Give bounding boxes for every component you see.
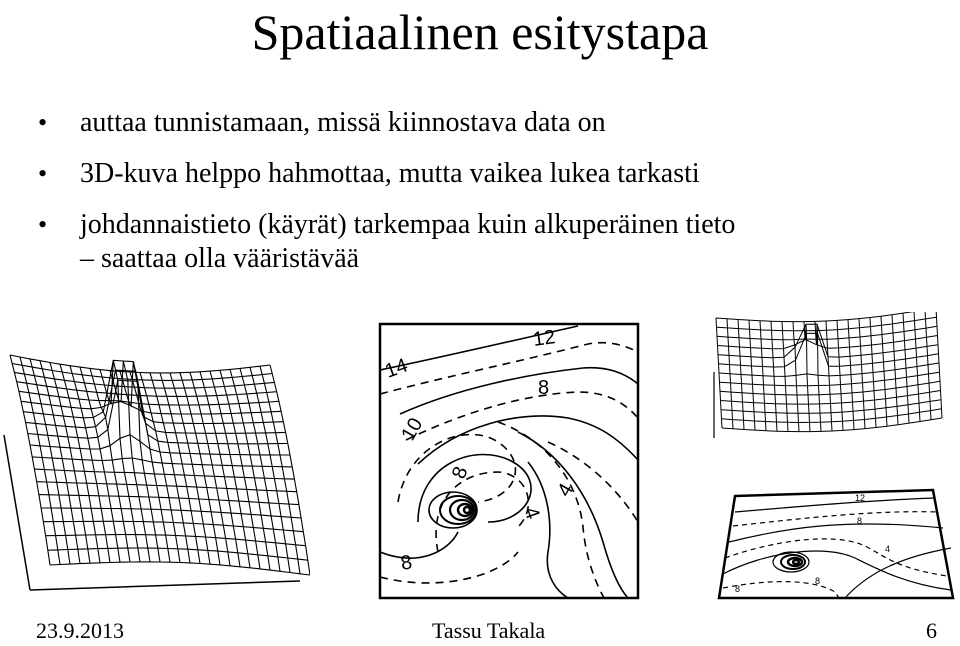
bullet-icon: • [38, 210, 48, 239]
mesh-line [20, 357, 60, 565]
contour-label: 8 [448, 463, 473, 482]
contour-label: 8 [735, 584, 741, 594]
contour-map-perspective-figure [715, 488, 955, 602]
mesh-line [70, 366, 110, 563]
mesh-line [793, 322, 799, 432]
slide-title: Spatiaalinen esitystapa [251, 4, 709, 60]
surface-3d-figure-left [0, 345, 310, 595]
bullet-text: auttaa tunnistamaan, missä kiinnostava data on [80, 107, 606, 138]
mesh-line [30, 359, 70, 564]
mesh-line [110, 361, 150, 562]
mesh-line [804, 322, 810, 432]
bullet-list [36, 106, 946, 293]
contour-label: 8 [399, 551, 414, 575]
bullet-text: johdannaistieto (käyrät) tarkempaa kuin alkuperäinen tieto [80, 209, 736, 240]
bullet-item [36, 157, 946, 191]
contour-label: 12 [531, 326, 557, 351]
contour-label: 14 [382, 354, 411, 383]
contour-label: 8 [857, 516, 863, 526]
mesh-line [936, 312, 942, 418]
bullet-icon: • [38, 108, 48, 137]
mesh-line [10, 355, 50, 565]
mesh-line [815, 321, 821, 431]
bullet-item [36, 208, 946, 276]
contour-label: 4 [885, 544, 891, 554]
contour-label: 4 [519, 504, 544, 523]
bullet-text: 3D-kuva helppo hahmottaa, mutta vaikea lukea tarkasti [80, 158, 700, 189]
mesh-line [50, 363, 90, 564]
contour-label: 10 [397, 414, 428, 445]
mesh-line [100, 360, 140, 562]
footer-author: Tassu Takala [432, 618, 546, 643]
contour-label: 12 [855, 493, 866, 503]
contour-label: 8 [538, 377, 550, 399]
footer-page-number: 6 [926, 618, 937, 643]
contour-label: 8 [815, 576, 821, 586]
bullet-continuation: – saattaa olla vääristävää [80, 243, 360, 274]
contour-map-figure [378, 322, 640, 600]
bullet-icon: • [38, 159, 48, 188]
mesh-line [60, 364, 100, 563]
mesh-line [50, 562, 310, 575]
mesh-line [130, 372, 170, 562]
surface-3d-figure-right [712, 312, 948, 458]
bullet-item [36, 106, 946, 140]
contour-label: 4 [553, 479, 578, 501]
mesh-line [40, 361, 80, 564]
footer-date: 23.9.2013 [36, 618, 124, 643]
